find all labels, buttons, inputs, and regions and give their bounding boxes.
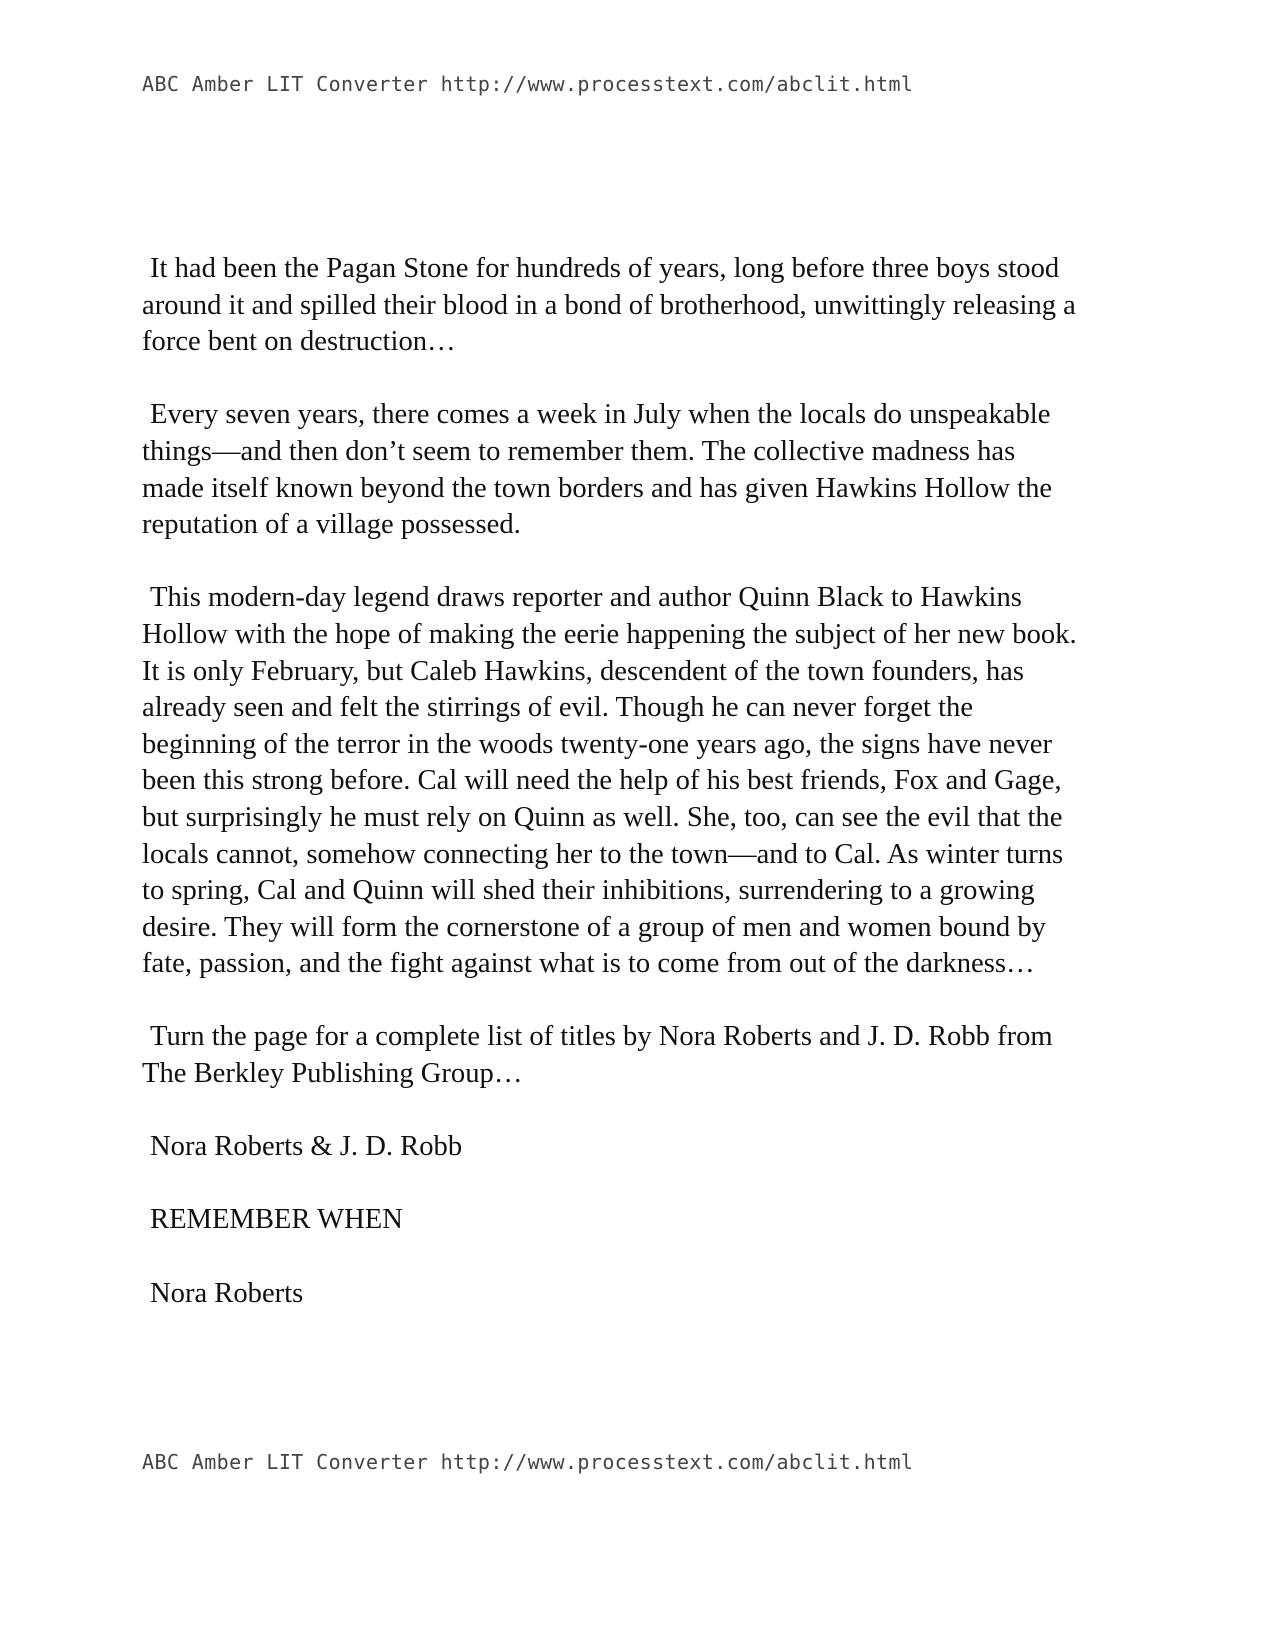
heading-book-title: REMEMBER WHEN: [150, 1204, 403, 1236]
paragraph-modern-legend: This modern-day legend draws reporter and author Quinn Black to Hawkins Hollow with the hope of making the eerie happening the subject of her new book. It is only February, but Caleb Hawkins, descendent of the town founders, has already seen and felt the stirrings of evil. Though he can never forget the beginning of the terror in the woods twenty-one years ago, the signs have never been this strong before. Cal will need the help of his best friends, Fox and Gage, but surprisingly he must rely on Quinn as well. She, too, can see the evil that the locals cannot, somehow connecting her to the town—and to Cal. As winter turns to spring, Cal and Quinn will shed their inhibitions, surrendering to a growing desire. They will form the cornerstone of a group of men and women bound by fate, passion, and the fight against what is to come from out of the darkness…: [142, 582, 1077, 980]
paragraph-pagan-stone: It had been the Pagan Stone for hundreds of years, long before three boys stood around it and spilled their blood in a bond of brotherhood, unwittingly releasing a force bent on destruction…: [142, 253, 1076, 358]
page-header: ABC Amber LIT Converter http://www.processtext.com/abclit.html: [142, 72, 914, 96]
document-body: [142, 251, 1077, 1312]
paragraph-turn-page: Turn the page for a complete list of titles by Nora Roberts and J. D. Robb from The Berkley Publishing Group…: [142, 1021, 1053, 1090]
heading-author: Nora Roberts: [150, 1277, 304, 1309]
paragraph-seven-years: Every seven years, there comes a week in July when the locals do unspeakable things—and then don’t seem to remember them. The collective madness has made itself known beyond the town borders and has given Hawkins Hollow the reputation of a village possessed.: [142, 399, 1053, 541]
page-footer: ABC Amber LIT Converter http://www.processtext.com/abclit.html: [142, 1450, 914, 1474]
heading-authors: Nora Roberts & J. D. Robb: [150, 1131, 463, 1163]
